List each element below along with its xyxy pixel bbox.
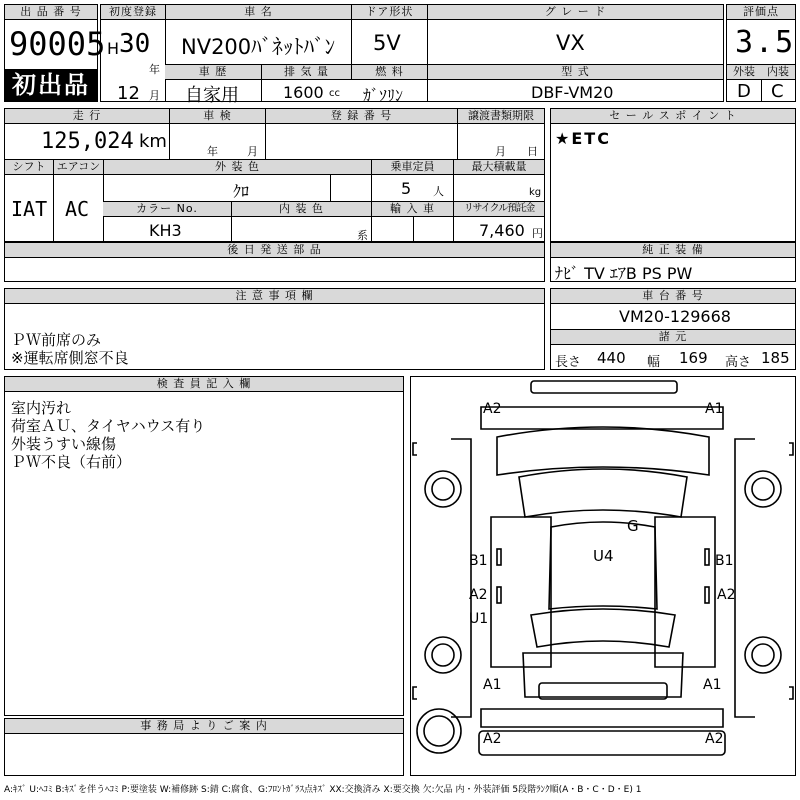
reg-no-label: 登 録 番 号 <box>265 109 457 124</box>
first-listing-badge: 初出品 <box>5 69 97 101</box>
recycle-unit: 円 <box>532 227 543 240</box>
inspection-month-unit: 月 <box>247 145 258 158</box>
mileage-label: 走 行 <box>5 109 169 124</box>
inspector-line-3: 外装うすい線傷 <box>11 435 117 453</box>
shift-value: IAT <box>11 197 48 221</box>
dims-label: 諸 元 <box>551 330 795 345</box>
mark-roof: U4 <box>593 547 614 565</box>
displacement-value: 1600 <box>283 83 324 102</box>
history-value: 自家用 <box>185 85 239 106</box>
shift-label: シフト <box>5 160 53 175</box>
legend: A:ｷｽﾞ U:ﾍｺﾐ B:ｷｽﾞを伴うﾍｺﾐ P:要塗装 W:補修跡 S:錆 C:腐食、G:ﾌﾛﾝﾄｶﾞﾗｽ点ｷｽﾞ XX:交換済み X:要交換 欠:欠品 内・外装評価 5段階ﾗﾝｸ順(A・B・C・D・E) 1 <box>4 785 642 795</box>
grade-label: グ レ ー ド <box>427 5 723 20</box>
first-reg-year: 30 <box>119 29 151 59</box>
model-value: DBF-VM20 <box>531 83 614 102</box>
notes-label: 注 意 事 項 欄 <box>5 289 544 304</box>
mark-left-rear-a: A2 <box>469 587 488 603</box>
mark-rear-right-quarter: A1 <box>703 677 722 693</box>
model-label: 型 式 <box>427 65 723 80</box>
notes-line-1: ＰＷ前席のみ <box>11 331 102 349</box>
inspector-line-1: 室内汚れ <box>11 399 72 417</box>
capacity-label: 乗車定員 <box>371 160 453 175</box>
inspection-label: 車 検 <box>169 109 265 124</box>
sales-point-label: セ ー ル ス ポ イ ン ト <box>551 109 795 124</box>
import-label: 輸 入 車 <box>371 202 453 217</box>
grade-value: VX <box>556 31 585 55</box>
inspector-label: 検 査 員 記 入 欄 <box>5 377 403 392</box>
int-color-unit: 系 <box>357 229 368 242</box>
lot-box <box>4 4 106 102</box>
mark-bumper-left: A2 <box>483 731 502 747</box>
car-name-value: NV200ﾊﾞﾈｯﾄﾊﾞﾝ <box>181 35 336 59</box>
equipment-box <box>550 242 796 282</box>
length-value: 440 <box>597 349 626 367</box>
chassis-label: 車 台 番 号 <box>551 289 795 304</box>
inspector-line-4: ＰＷ不良（右前） <box>11 453 132 471</box>
office-label: 事 務 局 よ り ご 案 内 <box>5 719 403 734</box>
car-diagram <box>410 376 796 776</box>
main-header <box>100 4 724 106</box>
chassis-box <box>550 288 796 370</box>
score-box <box>726 4 796 102</box>
mark-left-rear-u: U1 <box>469 611 489 627</box>
ext-label: 外装 <box>727 65 761 80</box>
ext-color-value: ｸﾛ <box>233 182 250 201</box>
first-reg-label: 初度登録 <box>101 5 165 20</box>
notes-line-2: ※運転席側窓不良 <box>11 349 129 367</box>
capacity-value: 5 <box>401 179 412 198</box>
car-outline <box>411 377 795 775</box>
width-value: 169 <box>679 349 708 367</box>
score-value: 3.5 <box>735 25 796 60</box>
transfer-month-unit: 月 <box>495 145 506 158</box>
mark-right-rear: A2 <box>717 587 736 603</box>
later-parts-label: 後 日 発 送 部 品 <box>5 243 544 258</box>
mileage-value: 125,024 <box>41 129 134 154</box>
inspector-line-2: 荷室ＡＵ、タイヤハウス有り <box>11 417 206 435</box>
equipment-value: ﾅﾋﾞ TV ｴｱB PS PW <box>555 264 693 283</box>
month-unit: 月 <box>149 89 160 102</box>
transfer-day-unit: 日 <box>527 145 538 158</box>
inspector-box <box>4 376 404 716</box>
notes-box <box>4 288 545 370</box>
aircon-label: エアコン <box>53 160 103 175</box>
displacement-unit: cc <box>329 88 340 99</box>
mark-front-right: A1 <box>705 401 724 417</box>
door-label: ドア形状 <box>351 5 427 20</box>
max-load-label: 最大積載量 <box>453 160 544 175</box>
color-no-value: KH3 <box>149 221 182 240</box>
int-label: 内装 <box>761 65 795 80</box>
door-value: 5V <box>373 31 401 55</box>
lot-label: 出 品 番 号 <box>5 5 97 20</box>
height-value: 185 <box>761 349 790 367</box>
first-reg-month: 12 <box>117 83 140 104</box>
mileage-unit: km <box>139 131 167 152</box>
mark-right-door: B1 <box>715 553 734 569</box>
mark-rear-left-quarter: A1 <box>483 677 502 693</box>
inspection-year-unit: 年 <box>207 145 218 158</box>
aircon-value: AC <box>65 197 90 221</box>
color-no-label: カラー No. <box>103 202 231 217</box>
lot-number: 90005 <box>9 25 106 63</box>
ext-score: D <box>737 81 751 102</box>
displacement-label: 排 気 量 <box>261 65 351 80</box>
score-label: 評価点 <box>727 5 795 20</box>
int-score: C <box>771 81 784 102</box>
transfer-label: 譲渡書類期限 <box>457 109 544 124</box>
mark-left-door: B1 <box>469 553 488 569</box>
sales-point-value: ★ETC <box>555 129 611 148</box>
mark-g: G <box>627 517 639 535</box>
width-label: 幅 <box>647 355 661 370</box>
office-box <box>4 718 404 776</box>
recycle-label: リサイクル預託金 <box>453 202 544 217</box>
car-name-label: 車 名 <box>165 5 351 20</box>
mark-front-left: A2 <box>483 401 502 417</box>
year-unit: 年 <box>149 63 160 76</box>
fuel-label: 燃 料 <box>351 65 427 80</box>
sales-point-box <box>550 108 796 242</box>
capacity-unit: 人 <box>433 185 444 198</box>
equipment-label: 純 正 装 備 <box>551 243 795 258</box>
first-reg-era: H <box>107 39 120 58</box>
height-label: 高さ <box>725 355 752 370</box>
int-color-label: 内 装 色 <box>231 202 371 217</box>
fuel-value: ｶﾞｿﾘﾝ <box>363 86 404 105</box>
length-label: 長さ <box>555 355 582 370</box>
max-load-unit: kg <box>529 187 542 198</box>
mark-bumper-right: A2 <box>705 731 724 747</box>
info-block <box>4 108 545 242</box>
history-label: 車 歴 <box>165 65 261 80</box>
ext-color-label: 外 装 色 <box>103 160 371 175</box>
chassis-value: VM20-129668 <box>619 307 731 326</box>
recycle-value: 7,460 <box>479 221 525 240</box>
later-parts-box <box>4 242 545 282</box>
